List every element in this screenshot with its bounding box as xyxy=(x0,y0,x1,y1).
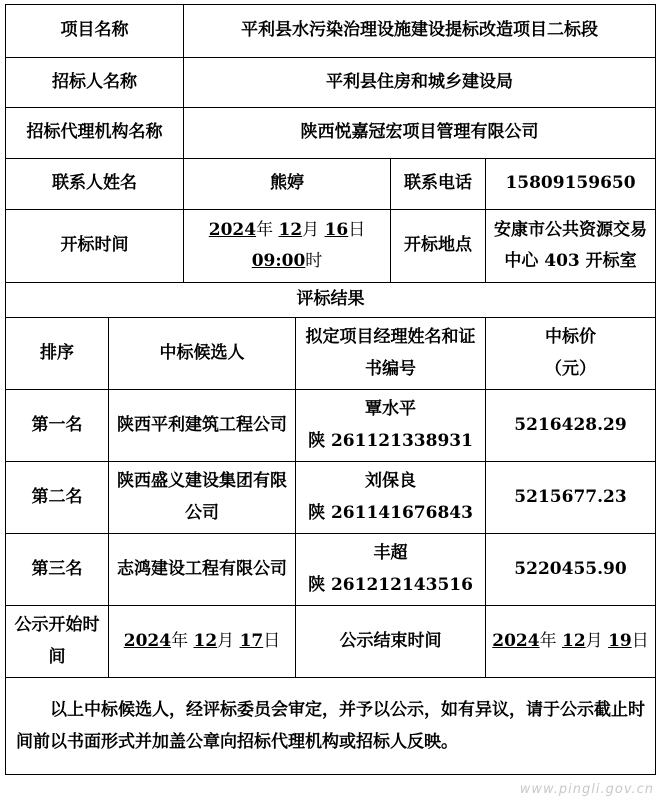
contact-value: 熊婷 xyxy=(184,159,391,210)
row-tenderer xyxy=(6,58,656,108)
rank-cell: 第三名 xyxy=(6,534,109,606)
manager-name: 刘保良 xyxy=(365,471,416,492)
table-row xyxy=(6,462,656,534)
open-time-label: 开标时间 xyxy=(6,210,184,283)
candidate-cell: 志鸿建设工程有限公司 xyxy=(109,534,296,606)
tenderer-label: 招标人名称 xyxy=(6,58,184,108)
rank-cell: 第一名 xyxy=(6,390,109,462)
manager-cell xyxy=(296,390,486,462)
agency-label: 招标代理机构名称 xyxy=(6,108,184,159)
open-place-value: 安康市公共资源交易中心 403 开标室 xyxy=(486,210,656,283)
header-price xyxy=(486,318,656,390)
end-year: 2024 xyxy=(492,630,540,651)
row-notice xyxy=(6,678,656,775)
contact-label: 联系人姓名 xyxy=(6,159,184,210)
open-place-label: 开标地点 xyxy=(391,210,486,283)
site-watermark: www.pingli.gov.cn xyxy=(519,782,654,797)
open-month: 12 xyxy=(278,219,303,240)
end-day: 19 xyxy=(608,630,632,651)
rank-cell: 第二名 xyxy=(6,462,109,534)
row-agency xyxy=(6,108,656,159)
open-time-value xyxy=(184,210,391,283)
open-day: 16 xyxy=(324,219,349,240)
row-opening xyxy=(6,210,656,283)
start-day: 17 xyxy=(239,630,264,651)
project-name-label: 项目名称 xyxy=(6,5,184,58)
header-rank: 排序 xyxy=(6,318,109,390)
tenderer-value: 平利县住房和城乡建设局 xyxy=(184,58,656,108)
phone-label: 联系电话 xyxy=(391,159,486,210)
price-cell: 5216428.29 xyxy=(486,390,656,462)
end-year-unit: 年 xyxy=(539,630,557,651)
open-month-unit: 月 xyxy=(302,219,320,240)
manager-cert: 陕 261212143516 xyxy=(308,574,473,595)
price-cell: 5215677.23 xyxy=(486,462,656,534)
candidate-cell: 陕西平利建筑工程公司 xyxy=(109,390,296,462)
open-day-unit: 日 xyxy=(348,219,366,240)
manager-name: 丰超 xyxy=(373,543,408,564)
row-result-header xyxy=(6,318,656,390)
end-day-unit: 日 xyxy=(631,630,649,651)
end-month-unit: 月 xyxy=(585,630,603,651)
manager-cert: 陕 261121338931 xyxy=(308,430,473,451)
manager-cell xyxy=(296,534,486,606)
open-clock: 09:00 xyxy=(251,251,306,271)
start-day-unit: 日 xyxy=(263,630,281,651)
end-month: 12 xyxy=(561,630,586,651)
manager-name: 覃水平 xyxy=(365,399,416,420)
bid-result-table xyxy=(5,4,656,775)
header-price-unit: （元） xyxy=(545,358,596,379)
header-candidate: 中标候选人 xyxy=(109,318,296,390)
candidate-cell: 陕西盛义建设集团有限公司 xyxy=(109,462,296,534)
publicity-start-label: 公示开始时间 xyxy=(6,606,109,678)
start-month-unit: 月 xyxy=(217,630,235,651)
header-price-label: 中标价 xyxy=(545,327,596,348)
price-cell: 5220455.90 xyxy=(486,534,656,606)
open-year-unit: 年 xyxy=(256,219,274,240)
manager-cell xyxy=(296,462,486,534)
project-name-value: 平利县水污染治理设施建设提标改造项目二标段 xyxy=(184,5,656,58)
phone-value: 15809159650 xyxy=(486,159,656,210)
row-section-title xyxy=(6,283,656,318)
publicity-end-value xyxy=(486,606,656,678)
start-month: 12 xyxy=(193,630,218,651)
table-row xyxy=(6,534,656,606)
manager-cert: 陕 261141676843 xyxy=(308,502,473,523)
open-year: 2024 xyxy=(208,219,257,240)
start-year: 2024 xyxy=(123,630,172,651)
start-year-unit: 年 xyxy=(171,630,189,651)
row-contact xyxy=(6,159,656,210)
header-manager: 拟定项目经理姓名和证书编号 xyxy=(296,318,486,390)
open-clock-unit: 时 xyxy=(305,251,323,271)
agency-value: 陕西悦嘉冠宏项目管理有限公司 xyxy=(184,108,656,159)
table-row xyxy=(6,390,656,462)
row-project-name xyxy=(6,5,656,58)
publicity-start-value xyxy=(109,606,296,678)
row-publicity xyxy=(6,606,656,678)
section-title: 评标结果 xyxy=(6,283,656,318)
notice-text: 以上中标候选人，经评标委员会审定，并予以公示，如有异议，请于公示截止时间前以书面形式并加盖公章向招标代理机构或招标人反映。 xyxy=(6,678,656,775)
publicity-end-label: 公示结束时间 xyxy=(296,606,486,678)
